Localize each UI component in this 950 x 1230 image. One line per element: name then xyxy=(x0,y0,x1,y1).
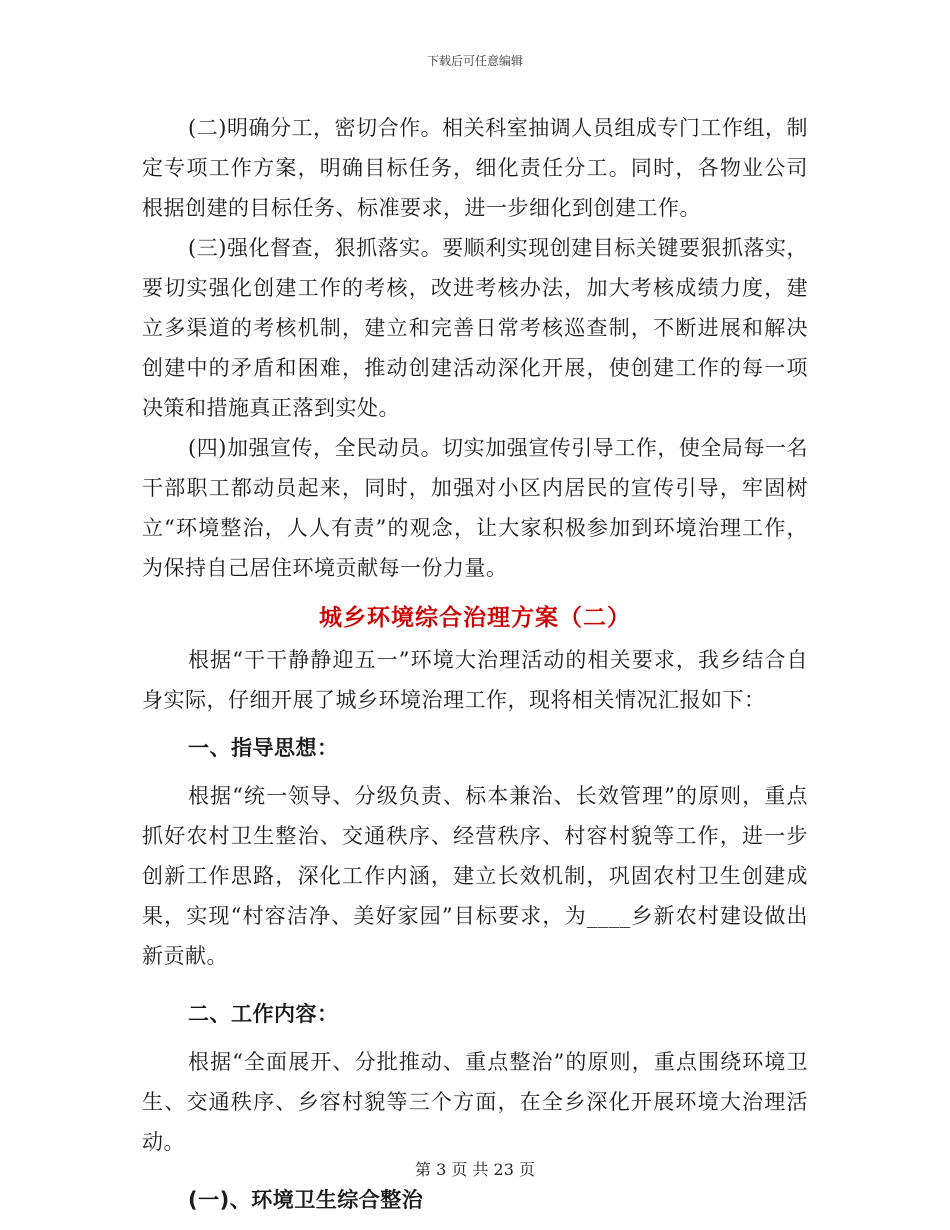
paragraph-division-of-labor: (二)明确分工，密切合作。相关科室抽调人员组成专门工作组，制定专项工作方案，明确目标任务，细化责任分工。同时，各物业公司根据创建的目标任务、标准要求，进一步细化到创建工作。 xyxy=(142,116,808,220)
page-number: 第 3 页 共 23 页 xyxy=(415,1160,535,1179)
paragraph-intro: 根据“干干静静迎五一”环境大治理活动的相关要求，我乡结合自身实际，仔细开展了城乡环境治理工作，现将相关情况汇报如下： xyxy=(142,648,808,712)
heading-work-content: 二、工作内容： xyxy=(188,1002,339,1026)
paragraph-publicity: (四)加强宣传，全民动员。切实加强宣传引导工作，使全局每一名干部职工都动员起来，同时，加强对小区内居民的宣传引导，牢固树立“环境整治，人人有责”的观念，让大家积极参加到环境治理工作，为保持自己居住环境贡献每一份力量。 xyxy=(142,436,808,580)
heading-guiding-ideology: 一、指导思想： xyxy=(188,736,339,760)
heading-sanitation-rectification: (一)、环境卫生综合整治 xyxy=(188,1188,424,1212)
section-title: 城乡环境综合治理方案（二） xyxy=(319,605,631,631)
paragraph-guiding-ideology: 根据“统一领导、分级负责、标本兼治、长效管理”的原则，重点抓好农村卫生整治、交通秩序、经营秩序、村容村貌等工作，进一步创新工作思路，深化工作内涵，建立长效机制，巩固农村卫生创建成果，实现“村容洁净、美好家园”目标要求，为____乡新农村建设做出新贡献。 xyxy=(142,784,808,968)
page-header-note: 下载后可任意编辑 xyxy=(426,54,523,68)
document-body xyxy=(142,108,808,1220)
paragraph-supervision: (三)强化督查，狠抓落实。要顺利实现创建目标关键要狠抓落实，要切实强化创建工作的考核，改进考核办法，加大考核成绩力度，建立多渠道的考核机制，建立和完善日常考核巡查制，不断进展和解决创建中的矛盾和困难，推动创建活动深化开展，使创建工作的每一项决策和措施真正落到实处。 xyxy=(142,236,808,420)
paragraph-work-content: 根据“全面展开、分批推动、重点整治”的原则，重点围绕环境卫生、交通秩序、乡容村貌等三个方面，在全乡深化开展环境大治理活动。 xyxy=(142,1050,808,1154)
